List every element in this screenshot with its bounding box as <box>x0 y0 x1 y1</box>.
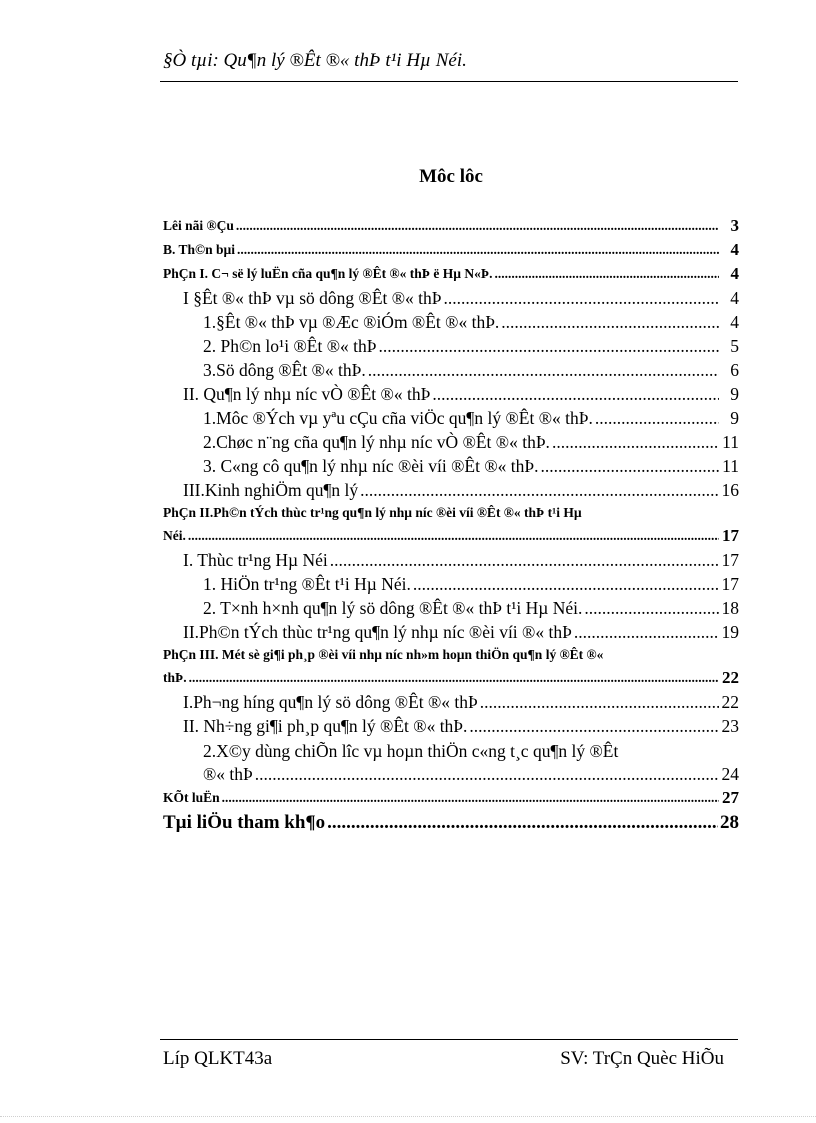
footer-student: SV: TrÇn Quèc HiÕu <box>560 1048 724 1069</box>
toc-entry[interactable] <box>163 478 739 502</box>
toc-entry[interactable] <box>163 572 739 596</box>
toc-entry-page: 27 <box>722 788 739 807</box>
toc-entry[interactable] <box>163 262 739 286</box>
toc-entry-page: 17 <box>722 526 739 545</box>
toc-entry-label: PhÇn I. C¬ së lý luËn cña qu¶n lý ®Êt ®« thÞ ë Hµ N«Þ. <box>163 266 493 281</box>
toc-entry-label: I §Êt ®« thÞ vµ sö dông ®Êt ®« thÞ <box>183 288 442 308</box>
toc-entry-label: II.Ph©n tÝch thùc tr¹ng qu¶n lý nhµ níc ®èi víi ®« thÞ <box>183 622 572 642</box>
toc-entry[interactable] <box>163 596 739 620</box>
toc-entry-page: 4 <box>730 312 739 332</box>
dot-leader <box>222 786 719 810</box>
toc-entry-page: 3 <box>730 216 739 235</box>
dot-leader <box>188 524 719 548</box>
toc-entry-label: 2. Ph©n lo¹i ®Êt ®« thÞ <box>203 336 377 356</box>
toc-entry-page: 28 <box>720 812 739 833</box>
toc-entry[interactable] <box>163 430 739 454</box>
dot-leader <box>540 454 719 478</box>
dot-leader <box>494 262 719 286</box>
dot-leader <box>327 810 718 836</box>
toc-entry-page: 5 <box>730 336 739 356</box>
table-of-contents <box>163 214 739 836</box>
toc-entry-label: 1.Môc ®Ých vµ yªu cÇu cña viÖc qu¶n lý ®Êt ®« thÞ. <box>203 408 593 428</box>
toc-entry-label: Néi. <box>163 528 186 543</box>
toc-entry-page: 16 <box>721 480 739 500</box>
toc-entry-label: II. Nh÷ng gi¶i ph¸p qu¶n lý ®Êt ®« thÞ. <box>183 716 468 736</box>
toc-entry-label: 1. HiÖn tr¹ng ®Êt t¹i Hµ Néi. <box>203 574 411 594</box>
toc-entry-label: 3. C«ng cô qu¶n lý nhµ níc ®èi víi ®Êt ®« thÞ. <box>203 456 539 476</box>
toc-entry[interactable] <box>163 548 739 572</box>
dot-leader <box>501 310 719 334</box>
dot-leader <box>189 666 719 690</box>
toc-entry-label: 3.Sö dông ®Êt ®« thÞ. <box>203 360 366 380</box>
toc-entry-label: 2. T×nh h×nh qu¶n lý sö dông ®Êt ®« thÞ t¹i Hµ Néi. <box>203 598 583 618</box>
toc-entry-page: 22 <box>722 668 739 687</box>
dot-leader <box>237 238 719 262</box>
toc-entry-label: III.Kinh nghiÖm qu¶n lý <box>183 480 359 500</box>
toc-entry[interactable] <box>163 454 739 478</box>
toc-entry-page: 4 <box>730 264 739 283</box>
dot-leader <box>584 596 719 620</box>
toc-entry[interactable] <box>163 382 739 406</box>
toc-entry-label: I. Thùc tr¹ng Hµ Néi <box>183 550 328 570</box>
toc-entry[interactable] <box>163 238 739 262</box>
toc-entry-page: 17 <box>721 574 739 594</box>
toc-entry-label-line: PhÇn III. Mét sè gi¶i ph¸p ®èi víi nhµ níc nh»m hoµn thiÖn qu¶n lý ®Êt ®« <box>163 647 604 662</box>
toc-entry-page: 19 <box>721 622 739 642</box>
toc-entry-page: 22 <box>721 692 739 712</box>
dot-leader <box>480 690 719 714</box>
toc-entry-page: 4 <box>730 288 739 308</box>
page-edge <box>0 1116 816 1117</box>
toc-entry-page: 17 <box>721 550 739 570</box>
toc-entry[interactable] <box>163 358 739 382</box>
toc-entry[interactable] <box>163 690 739 714</box>
toc-entry[interactable] <box>163 786 739 810</box>
toc-entry-label-line: PhÇn II.Ph©n tÝch thùc tr¹ng qu¶n lý nhµ níc ®èi víi ®Êt ®« thÞ t¹i Hµ <box>163 505 582 520</box>
toc-entry[interactable] <box>163 810 739 836</box>
toc-entry-page: 11 <box>722 432 739 452</box>
dot-leader <box>330 548 719 572</box>
toc-entry-label: KÕt luËn <box>163 790 220 805</box>
toc-entry-label: I.Ph¬ng híng qu¶n lý sö dông ®Êt ®« thÞ <box>183 692 478 712</box>
toc-entry-label: ®« thÞ <box>203 764 253 784</box>
dot-leader <box>360 478 719 502</box>
toc-entry[interactable] <box>163 644 739 690</box>
toc-entry[interactable] <box>163 714 739 738</box>
dot-leader <box>255 762 719 786</box>
toc-entry-label: 2.Chøc n¨ng cña qu¶n lý nhµ níc vÒ ®Êt ®« thÞ. <box>203 432 550 452</box>
toc-entry-label: Lêi nãi ®Çu <box>163 218 234 233</box>
header-divider <box>160 81 738 82</box>
toc-entry-page: 23 <box>721 716 739 736</box>
dot-leader <box>379 334 720 358</box>
toc-entry[interactable] <box>163 214 739 238</box>
dot-leader <box>595 406 719 430</box>
dot-leader <box>368 358 719 382</box>
dot-leader <box>432 382 719 406</box>
toc-entry-page: 6 <box>730 360 739 380</box>
footer-divider <box>160 1039 738 1040</box>
page-header: §Ò tµi: Qu¶n lý ®Êt ®« thÞ t¹i Hµ Néi. <box>163 50 467 71</box>
toc-entry[interactable] <box>163 620 739 644</box>
footer-class: Líp QLKT43a <box>163 1048 273 1069</box>
toc-entry-label: thÞ. <box>163 670 187 685</box>
toc-title: Môc lôc <box>419 166 483 187</box>
toc-entry-label: Tµi liÖu tham kh¶o <box>163 812 326 833</box>
dot-leader <box>469 714 719 738</box>
dot-leader <box>552 430 719 454</box>
dot-leader <box>236 214 719 238</box>
toc-entry[interactable] <box>163 740 739 786</box>
toc-entry[interactable] <box>163 406 739 430</box>
toc-entry[interactable] <box>163 310 739 334</box>
dot-leader <box>413 572 719 596</box>
toc-entry-page: 4 <box>730 240 739 259</box>
toc-entry-label: 1.§Êt ®« thÞ vµ ®Æc ®iÓm ®Êt ®« thÞ. <box>203 312 500 332</box>
toc-entry-page: 24 <box>721 764 739 784</box>
toc-entry[interactable] <box>163 502 739 548</box>
toc-entry-label: B. Th©n bµi <box>163 242 236 257</box>
toc-entry-page: 9 <box>730 384 739 404</box>
toc-entry-label: II. Qu¶n lý nhµ níc vÒ ®Êt ®« thÞ <box>183 384 431 404</box>
toc-entry-label-line: 2.X©y dùng chiÕn lîc vµ hoµn thiÖn c«ng t¸c qu¶n lý ®Êt <box>203 741 619 761</box>
toc-entry-page: 9 <box>730 408 739 428</box>
toc-entry-page: 18 <box>721 598 739 618</box>
toc-entry[interactable] <box>163 286 739 310</box>
dot-leader <box>444 286 719 310</box>
dot-leader <box>574 620 719 644</box>
toc-entry[interactable] <box>163 334 739 358</box>
toc-entry-page: 11 <box>722 456 739 476</box>
